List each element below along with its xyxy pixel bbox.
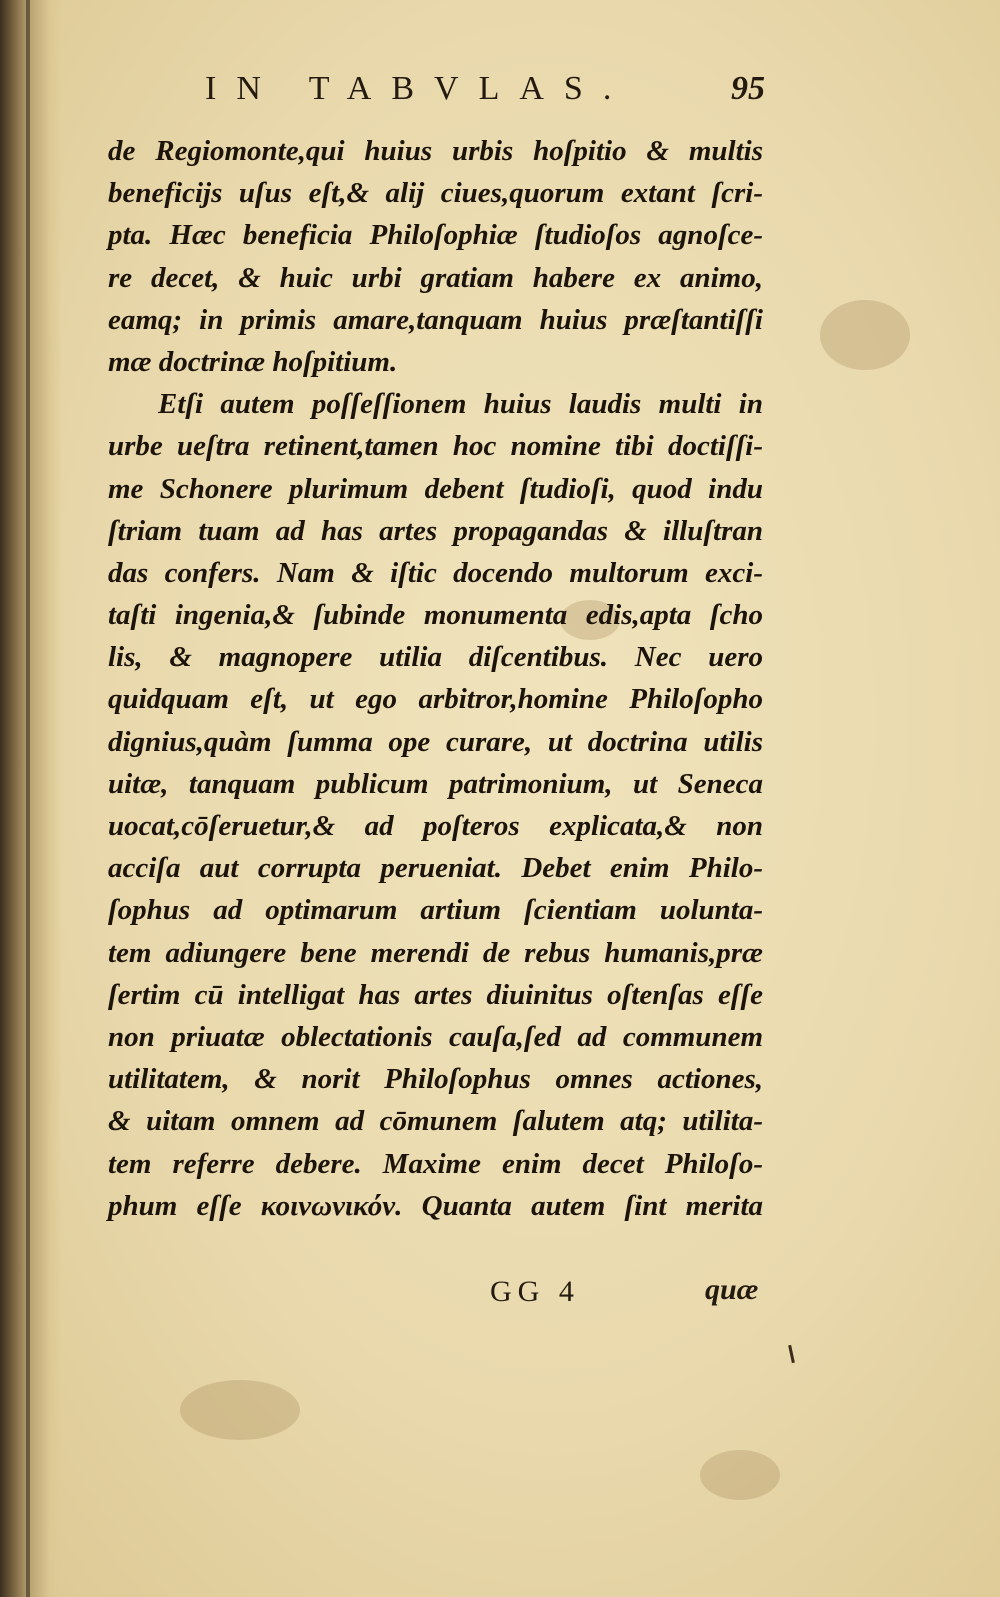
text-line: beneficijs uſus eſt,& alij ciues,quorum extant ſcri- [108, 177, 763, 210]
text-line: Etſi autem poſſeſſionem huius laudis multi in [158, 388, 763, 421]
text-line: tem adiungere bene merendi de rebus humanis,præ [108, 936, 763, 969]
body-text [108, 130, 763, 1227]
text-line: uitæ, tanquam publicum patrimonium, ut Seneca [108, 767, 763, 800]
text-line: quidquam eſt, ut ego arbitror,homine Philoſopho [108, 683, 763, 716]
text-line: utilitatem, & norit Philoſophus omnes actiones, [108, 1063, 763, 1096]
book-gutter [0, 0, 62, 1597]
text-line: me Schonere plurimum debent ſtudioſi, quod indu [108, 472, 763, 505]
text-line: ſtriam tuam ad has artes propagandas & illuſtran [108, 514, 763, 547]
catchword: quæ [705, 1273, 759, 1306]
text-line: de Regiomonte,qui huius urbis hoſpitio & multis [108, 135, 763, 167]
page-number: 95 [731, 70, 765, 107]
text-line: lis, & magnopere utilia diſcentibus. Nec uero [108, 641, 763, 674]
text-line: taſti ingenia,& ſubinde monumenta edis,apta ſcho [108, 599, 763, 632]
text-line: acciſa aut corrupta perueniat. Debet enim Philo- [108, 852, 763, 885]
text-line: mæ doctrinæ hoſpitium. [108, 345, 398, 378]
foxing-spot [180, 1380, 300, 1440]
text-line: pta. Hæc beneficia Philoſophiæ ſtudioſos agnoſce- [108, 219, 763, 252]
page-header [205, 70, 765, 120]
signature-mark: GG 4 [490, 1275, 580, 1308]
text-line: non priuatæ oblectationis cauſa,ſed ad communem [108, 1020, 763, 1053]
gutter-shadow [26, 0, 30, 1597]
running-title: IN TABVLAS. [205, 70, 632, 107]
text-line: dignius,quàm ſumma ope curare, ut doctrina utilis [108, 725, 763, 758]
ink-mark [788, 1345, 795, 1363]
text-line: das confers. Nam & iſtic docendo multorum exci- [108, 556, 763, 589]
text-line: re decet, & huic urbi gratiam habere ex animo, [108, 261, 763, 294]
text-line: tem referre debere. Maxime enim decet Philoſo- [108, 1147, 763, 1180]
foxing-spot [820, 300, 910, 370]
text-line: phum eſſe κοινωνικόν. Quanta autem ſint merita [108, 1189, 763, 1222]
text-line: ſertim cū intelligat has artes diuinitus oſtenſas eſſe [108, 978, 763, 1011]
foxing-spot [700, 1450, 780, 1500]
text-line: urbe ueſtra retinent,tamen hoc nomine tibi doctiſſi- [108, 430, 763, 463]
text-line: & uitam omnem ad cōmunem ſalutem atq; utilita- [108, 1105, 763, 1138]
text-line: ſophus ad optimarum artium ſcientiam uolunta- [108, 894, 763, 927]
text-line: uocat,cōſeruetur,& ad poſteros explicata,& non [108, 810, 763, 842]
text-line: eamq; in primis amare,tanquam huius præſtantiſſi [108, 303, 763, 336]
